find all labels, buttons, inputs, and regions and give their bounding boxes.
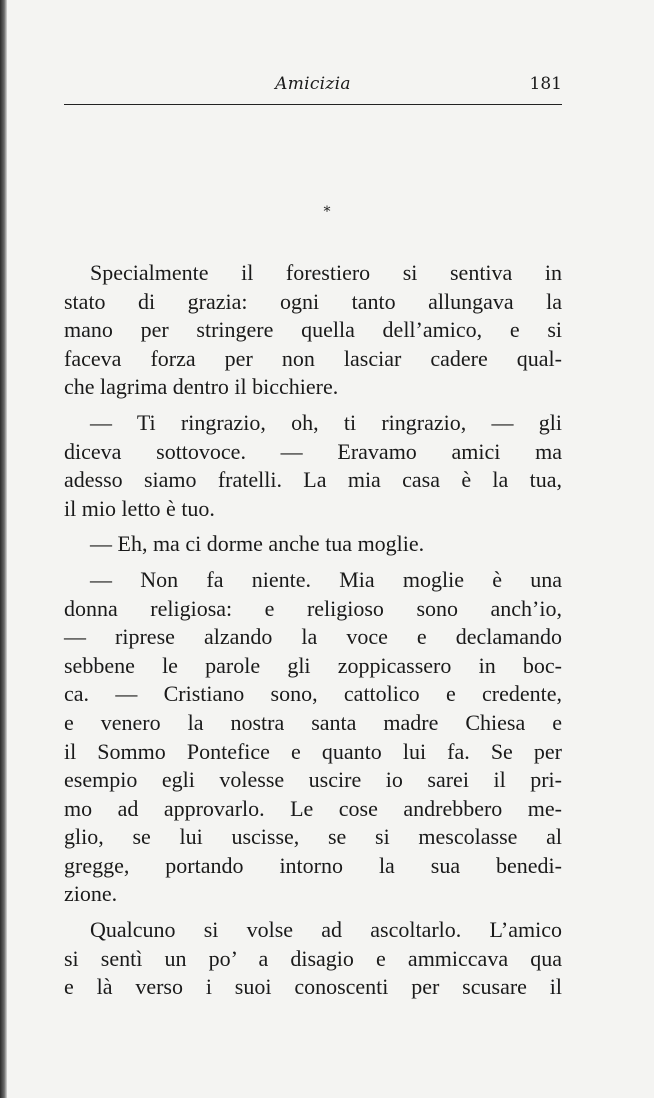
text-line: sebbene le parole gli zoppicassero in boc- [64,652,562,678]
header-rule [64,104,562,105]
paragraph-gap [64,909,562,916]
text-line: stato di grazia: ogni tanto allungava la [64,288,562,314]
paragraph-gap [64,559,562,566]
text-line: — Eh, ma ci dorme anche tua moglie. [90,531,425,557]
text-line: faceva forza per non lasciar cadere qual- [64,345,562,371]
section-ornament: * [323,204,331,220]
text-line: diceva sottovoce. — Eravamo amici ma [64,438,562,464]
text-line: — Non fa niente. Mia moglie è una [90,566,562,592]
book-spine-shadow [0,0,7,1098]
text-line: ca. — Cristiano sono, cattolico e credente, [64,681,562,707]
running-head: Amicizia [275,74,351,94]
text-line: e venero la nostra santa madre Chiesa e [64,709,562,735]
text-line: Specialmente il forestiero si sentiva in [90,260,562,285]
text-line: gregge, portando intorno la sua benedi- [64,852,562,878]
text-line: e là verso i suoi conoscenti per scusare il [64,974,562,1000]
text-line: il mio letto è tuo. [64,495,215,521]
paragraph-gap [64,402,562,409]
page-number: 181 [529,74,562,94]
text-line: mano per stringere quella dell’amico, e si [64,317,562,343]
page-header [64,74,562,102]
text-line: zione. [64,881,118,907]
text-line: Qualcuno si volse ad ascoltarlo. L’amico [90,917,562,943]
body-text [64,259,562,1002]
text-line: adesso siamo fratelli. La mia casa è la tua, [64,467,562,493]
text-line: — riprese alzando la voce e declamando [64,624,562,650]
paragraph-gap [64,523,562,530]
text-line: si sentì un po’ a disagio e ammiccava qua [64,945,562,971]
text-line: esempio egli volesse uscire io sarei il pri- [64,767,562,793]
text-line: che lagrima dentro il bicchiere. [64,374,339,400]
text-line: — Ti ringrazio, oh, ti ringrazio, — gli [90,409,562,435]
text-line: il Sommo Pontefice e quanto lui fa. Se per [64,738,562,764]
text-line: mo ad approvarlo. Le cose andrebbero me- [64,795,562,821]
text-line: glio, se lui uscisse, se si mescolasse al [64,824,562,850]
text-line: donna religiosa: e religioso sono anch’io, [64,595,562,621]
